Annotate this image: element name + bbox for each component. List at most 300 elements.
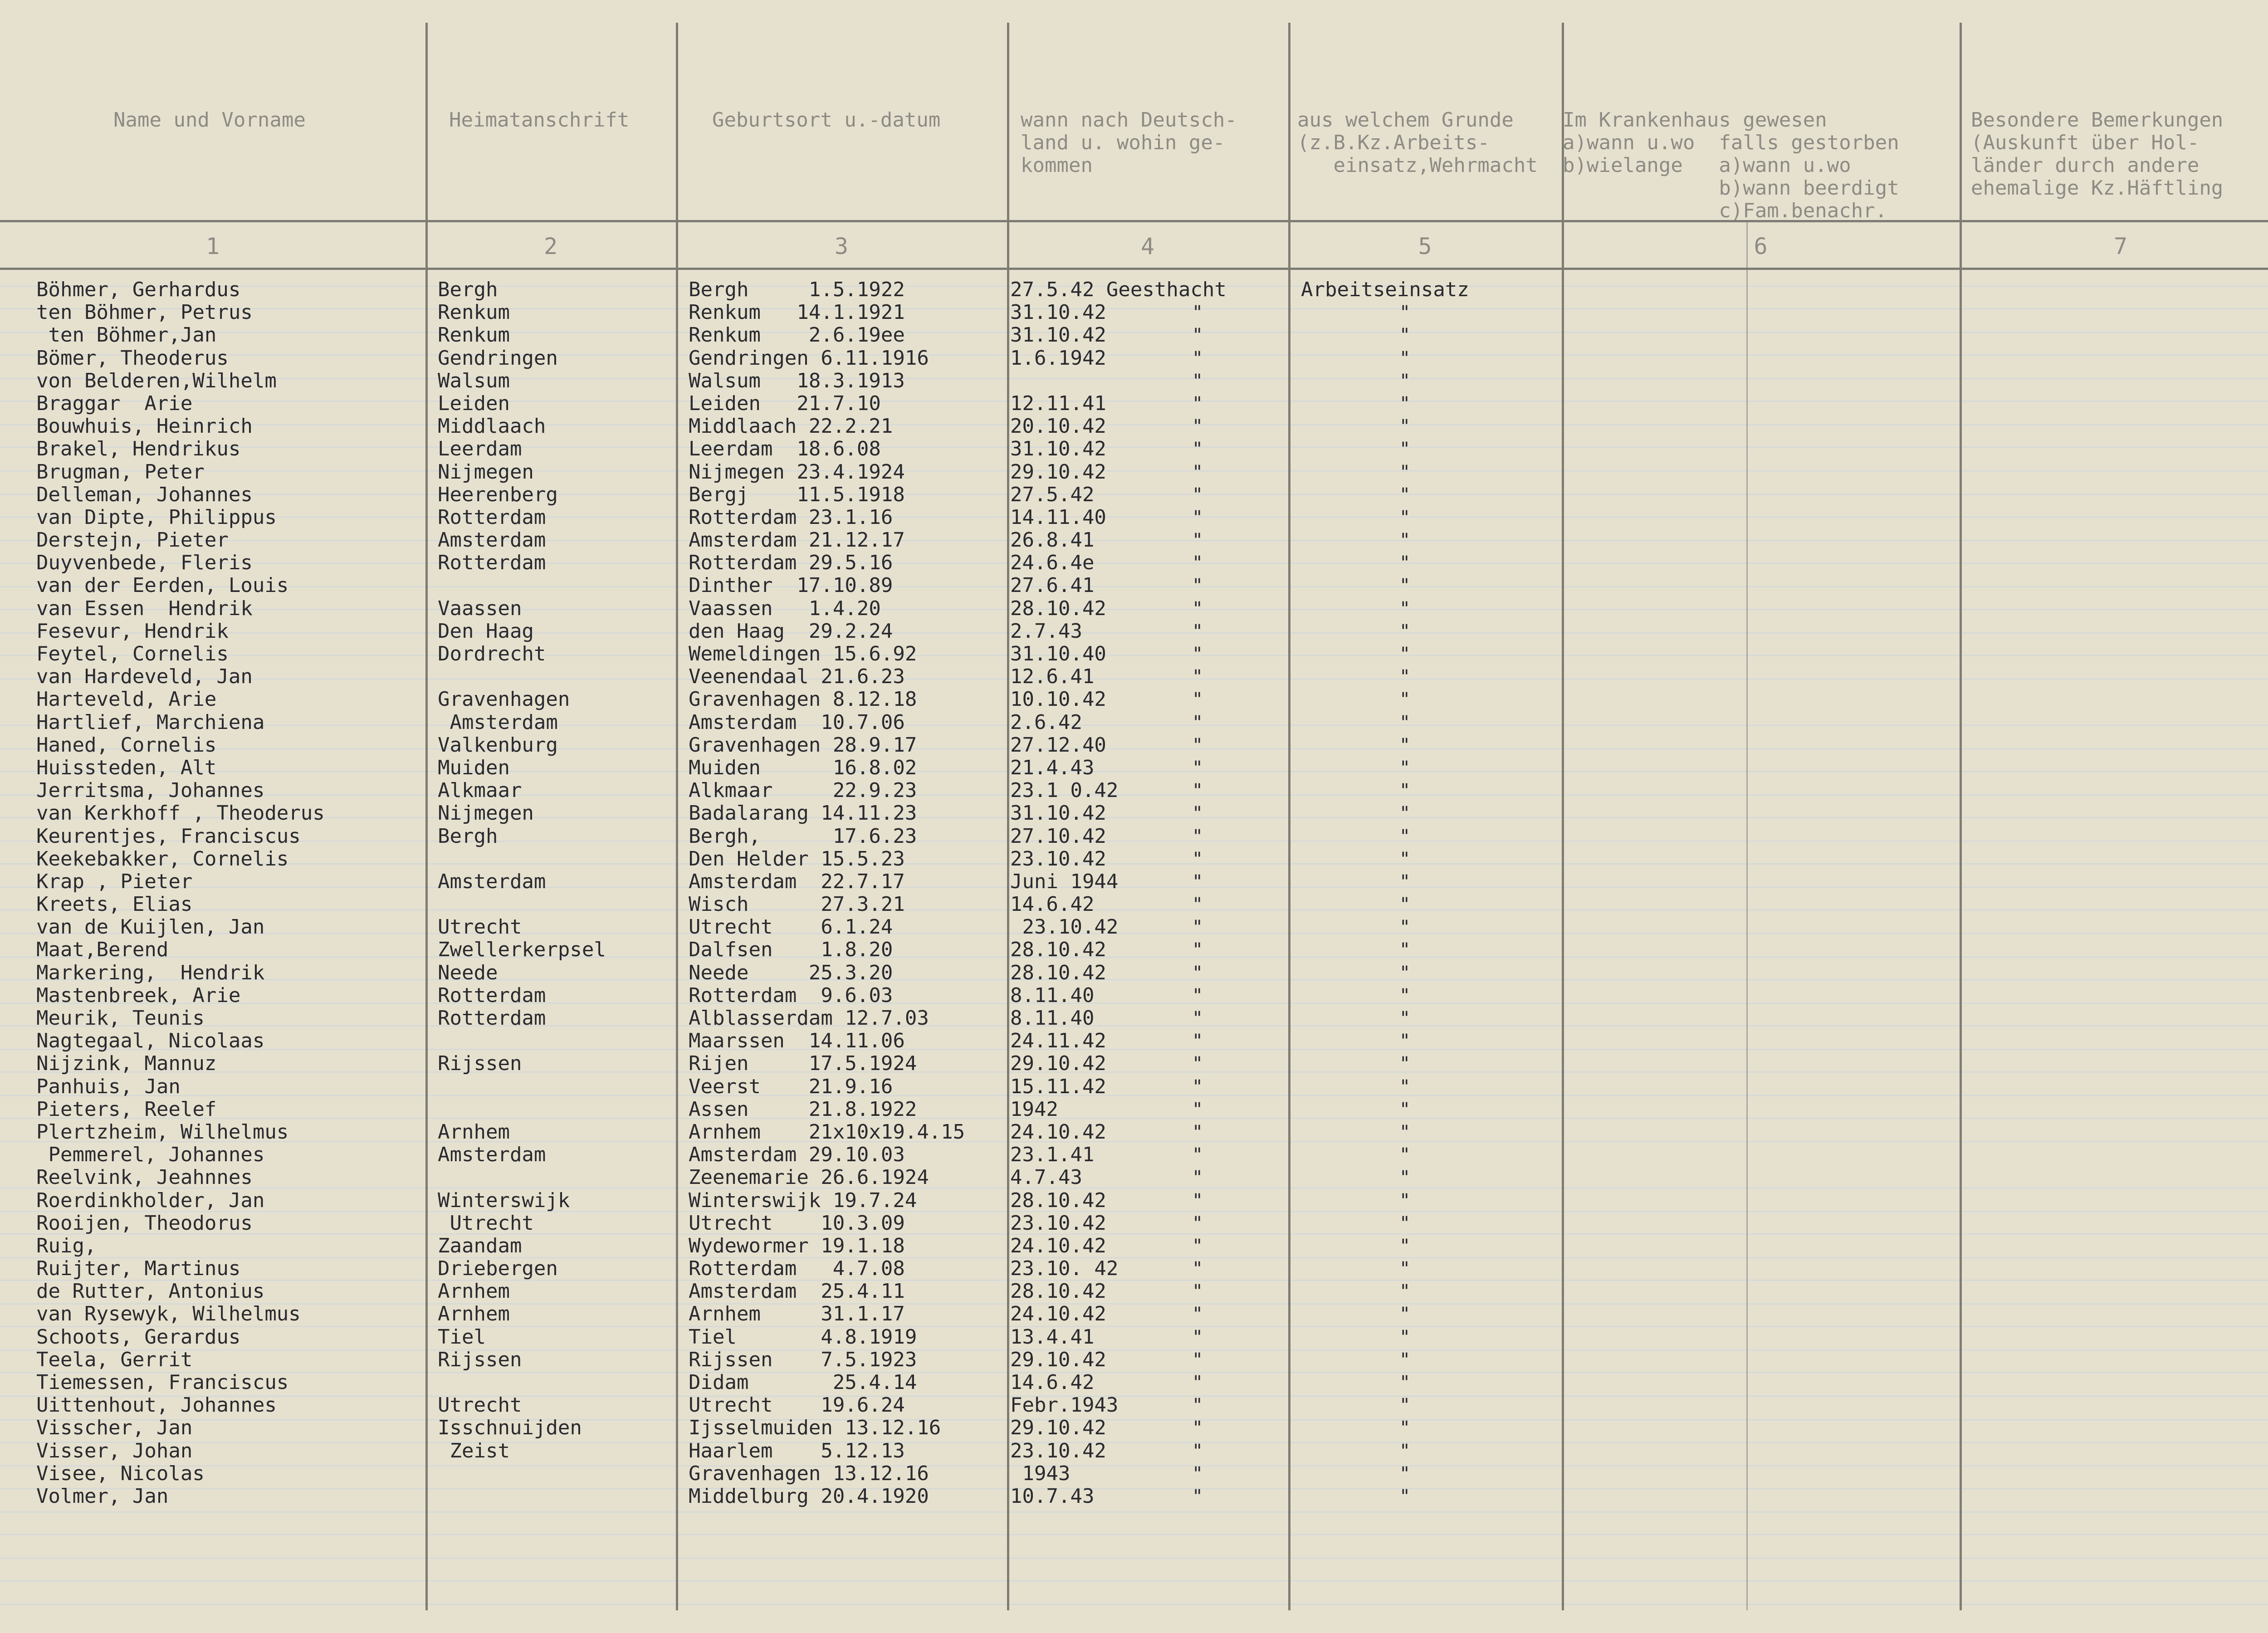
name-cell: van Dipte, Philippus: [36, 505, 277, 529]
arrival-cell: 10.7.43: [1010, 1484, 1095, 1508]
address-column: [438, 279, 606, 1508]
ditto-mark: ": [1399, 1440, 1411, 1462]
ditto-mark: ": [1192, 1031, 1203, 1052]
header-reason: aus welchem Grunde (z.B.Kz.Arbeits- einsatz,Wehrmacht: [1297, 108, 1538, 177]
name-cell: Kreets, Elias: [36, 893, 193, 916]
address-cell: [438, 1076, 606, 1098]
birth-cell: Rotterdam 29.5.16: [689, 551, 893, 575]
ditto-mark: ": [1192, 1395, 1203, 1416]
name-cell: Harteveld, Arie: [36, 688, 217, 711]
address-cell: [438, 1030, 606, 1052]
arrival-cell: 10.10.42: [1010, 688, 1106, 711]
birth-cell: den Haag 29.2.24: [689, 619, 893, 643]
address-cell: Gendringen: [438, 346, 558, 370]
ditto-mark: ": [1399, 871, 1411, 892]
ditto-mark: ": [1192, 347, 1203, 369]
address-cell: Walsum: [438, 369, 510, 392]
address-cell: Arnhem: [438, 1302, 510, 1326]
name-cell: Visscher, Jan: [36, 1416, 193, 1440]
ditto-mark: ": [1192, 1053, 1203, 1075]
address-cell: Utrecht: [438, 1393, 522, 1417]
birth-cell: Vaassen 1.4.20: [689, 596, 881, 620]
name-cell: Rooijen, Theodorus: [36, 1211, 253, 1235]
ditto-mark: ": [1192, 552, 1203, 574]
address-cell: Heerenberg: [438, 483, 558, 506]
address-cell: Winterswijk: [438, 1188, 570, 1212]
ditto-mark: ": [1192, 1440, 1203, 1462]
name-cell: Pieters, Reelef: [36, 1097, 217, 1121]
name-cell: Bouwhuis, Heinrich: [36, 415, 253, 438]
ditto-mark: ": [1192, 370, 1203, 391]
header-remarks: Besondere Bemerkungen (Auskunft über Hol- länder durch andere ehemalige Kz.Häftling: [1971, 108, 2224, 200]
arrival-cell: 31.10.42: [1010, 301, 1106, 324]
address-cell: [438, 574, 606, 597]
address-cell: Rotterdam: [438, 983, 546, 1007]
birth-cell: Didam 25.4.14: [689, 1371, 917, 1394]
ditto-mark: ": [1399, 1349, 1411, 1370]
ditto-mark: ": [1192, 1463, 1203, 1484]
birth-cell: Walsum 18.3.1913: [689, 369, 905, 392]
ditto-mark: ": [1399, 848, 1411, 870]
birth-cell: Utrecht 19.6.24: [689, 1393, 905, 1417]
address-cell: Rotterdam: [438, 551, 546, 575]
reason-first: Arbeitseinsatz: [1301, 278, 1469, 301]
address-cell: Vaassen: [438, 596, 522, 620]
arrival-cell: Febr.1943: [1010, 1393, 1119, 1417]
address-cell: Zwellerkerpsel: [438, 938, 606, 962]
arrival-cell: 29.10.42: [1010, 460, 1106, 484]
birth-cell: Rotterdam 4.7.08: [689, 1257, 905, 1281]
birth-cell: Amsterdam 29.10.03: [689, 1143, 905, 1167]
name-cell: von Belderen,Wilhelm: [36, 369, 277, 392]
birth-cell: Gendringen 6.11.1916: [689, 346, 929, 370]
ditto-mark: ": [1399, 689, 1411, 710]
header-birth: Geburtsort u.-datum: [712, 108, 941, 132]
birth-cell: Middelburg 20.4.1920: [689, 1484, 929, 1508]
name-cell: Keekebakker, Cornelis: [36, 847, 289, 870]
birth-cell: Renkum 2.6.19ee: [689, 323, 905, 347]
ditto-mark: ": [1192, 1258, 1203, 1280]
arrival-cell: 27.6.41: [1010, 574, 1095, 597]
header-address: Heimatanschrift: [449, 108, 630, 132]
ditto-mark: ": [1192, 1486, 1203, 1507]
name-cell: Jerritsma, Johannes: [36, 779, 265, 802]
ditto-mark: ": [1192, 416, 1203, 437]
name-cell: Maat,Berend: [36, 938, 169, 962]
column-divider: [676, 23, 678, 1610]
birth-cell: Middlaach 22.2.21: [689, 415, 893, 438]
ditto-mark: ": [1399, 1418, 1411, 1439]
birth-cell: Veenendaal 21.6.23: [689, 665, 905, 689]
arrival-cell: 12.11.41: [1010, 391, 1106, 415]
name-cell: Plertzheim, Wilhelmus: [36, 1120, 289, 1144]
ditto-mark: ": [1399, 347, 1411, 369]
birth-cell: Badalarang 14.11.23: [689, 802, 917, 825]
ditto-mark: ": [1192, 826, 1203, 847]
name-cell: Pemmerel, Johannes: [36, 1143, 265, 1167]
arrival-cell: 28.10.42: [1010, 938, 1106, 962]
birth-cell: Nijmegen 23.4.1924: [689, 460, 905, 484]
birth-cell: Amsterdam 22.7.17: [689, 870, 905, 893]
name-cell: Meurik, Teunis: [36, 1007, 205, 1030]
ditto-mark: ": [1192, 1326, 1203, 1348]
ditto-mark: ": [1399, 484, 1411, 505]
name-cell: Schoots, Gerardus: [36, 1325, 241, 1349]
name-cell: Teela, Gerrit: [36, 1348, 193, 1371]
address-cell: Amsterdam: [438, 528, 546, 552]
ditto-mark: ": [1399, 302, 1411, 323]
ditto-mark: ": [1192, 689, 1203, 710]
arrival-cell: 23.10.42: [1010, 1211, 1106, 1235]
arrival-cell: 2.6.42: [1010, 710, 1082, 734]
address-cell: Isschnuijden: [438, 1416, 582, 1440]
name-cell: Feytel, Cornelis: [36, 642, 229, 665]
ditto-mark: ": [1399, 1213, 1411, 1234]
arrival-cell: 23.10.42: [1010, 847, 1106, 870]
column-number: 2: [543, 233, 558, 259]
arrival-cell: 28.10.42: [1010, 961, 1106, 984]
arrival-cell: 20.10.42: [1010, 415, 1106, 438]
birth-cell: Gravenhagen 8.12.18: [689, 688, 917, 711]
address-cell: Rotterdam: [438, 505, 546, 529]
address-cell: Zeist: [438, 1439, 510, 1462]
address-cell: Rijssen: [438, 1052, 522, 1076]
header-hospital: Im Krankenhaus gewesen a)wann u.wo falls gestorben b)wielange a)wann u.wo b)wann beerdigt c)Fam.benachr.: [1563, 108, 1899, 222]
ditto-mark: ": [1192, 848, 1203, 870]
address-cell: [438, 893, 606, 916]
ditto-mark: ": [1399, 1008, 1411, 1029]
name-cell: Bömer, Theoderus: [36, 346, 229, 370]
arrival-cell: 27.10.42: [1010, 824, 1106, 848]
arrival-cell: 24.11.42: [1010, 1029, 1106, 1053]
name-cell: Braggar Arie: [36, 391, 193, 415]
address-cell: Bergh: [438, 278, 498, 301]
address-cell: Leerdam: [438, 437, 522, 461]
header-rule: [0, 220, 2268, 222]
name-cell: Hartlief, Marchiena: [36, 710, 265, 734]
ditto-mark: ": [1399, 1304, 1411, 1325]
arrival-cell: 1942: [1010, 1097, 1058, 1121]
ditto-mark: ": [1399, 1076, 1411, 1097]
ditto-mark: ": [1399, 780, 1411, 802]
ditto-mark: ": [1192, 644, 1203, 665]
birth-cell: Wemeldingen 15.6.92: [689, 642, 917, 665]
birth-cell: Tiel 4.8.1919: [689, 1325, 917, 1349]
ditto-mark: ": [1192, 302, 1203, 323]
address-cell: Amsterdam: [438, 710, 558, 734]
name-cell: Ruijter, Martinus: [36, 1257, 241, 1281]
name-cell: Delleman, Johannes: [36, 483, 253, 506]
address-cell: Utrecht: [438, 1211, 534, 1235]
ditto-mark: ": [1192, 1349, 1203, 1370]
arrival-cell: 23.10.42: [1010, 1439, 1106, 1462]
arrival-cell: 24.6.4e: [1010, 551, 1095, 575]
name-cell: Visser, Johan: [36, 1439, 193, 1462]
birth-cell: Rotterdam 23.1.16: [689, 505, 893, 529]
ditto-mark: ": [1399, 1190, 1411, 1211]
arrival-cell: 1.6.1942: [1010, 346, 1106, 370]
arrival-cell: 23.10.42: [1010, 915, 1119, 939]
ditto-mark: ": [1192, 803, 1203, 824]
address-cell: Renkum: [438, 323, 510, 347]
address-cell: Muiden: [438, 756, 510, 779]
birth-cell: Gravenhagen 13.12.16: [689, 1462, 929, 1485]
name-cell: Huissteden, Alt: [36, 756, 217, 779]
birth-cell: Ijsselmuiden 13.12.16: [689, 1416, 941, 1440]
column-divider: [1288, 23, 1290, 1610]
birth-cell: Arnhem 21x10x19.4.15: [689, 1120, 965, 1144]
ditto-mark: ": [1399, 1235, 1411, 1257]
address-cell: Utrecht: [438, 915, 522, 939]
address-cell: Neede: [438, 961, 498, 984]
address-cell: Middlaach: [438, 415, 546, 438]
address-cell: Tiel: [438, 1325, 486, 1349]
name-cell: Nagtegaal, Nicolaas: [36, 1029, 265, 1053]
ditto-mark: ": [1192, 734, 1203, 756]
name-cell: Duyvenbede, Fleris: [36, 551, 253, 575]
header-arrival: wann nach Deutsch- land u. wohin ge- kommen: [1021, 108, 1237, 177]
column-subdivider: [1746, 220, 1748, 1610]
ditto-mark: ": [1399, 826, 1411, 847]
arrival-cell: 27.5.42: [1010, 483, 1095, 506]
arrival-ditto-column: [1192, 279, 1203, 1508]
arrival-cell: 21.4.43: [1010, 756, 1095, 779]
birth-cell: Wydewormer 19.1.18: [689, 1234, 905, 1257]
birth-cell: Rijen 17.5.1924: [689, 1052, 917, 1076]
arrival-cell: 26.8.41: [1010, 528, 1095, 552]
ditto-mark: ": [1192, 1121, 1203, 1143]
birth-cell: Leiden 21.7.10: [689, 391, 881, 415]
birth-cell: Dinther 17.10.89: [689, 574, 893, 597]
name-cell: Brugman, Peter: [36, 460, 205, 484]
ditto-mark: ": [1399, 325, 1411, 346]
address-cell: Arnhem: [438, 1280, 510, 1303]
address-cell: Rijssen: [438, 1348, 522, 1371]
column-number: 6: [1754, 233, 1768, 259]
ditto-mark: ": [1192, 1190, 1203, 1211]
address-cell: [438, 848, 606, 870]
name-cell: van de Kuijlen, Jan: [36, 915, 265, 939]
birth-cell: Gravenhagen 28.9.17: [689, 733, 917, 757]
names-column: [36, 279, 325, 1508]
address-cell: Zaandam: [438, 1234, 522, 1257]
name-cell: van Rysewyk, Wilhelmus: [36, 1302, 301, 1326]
name-cell: van Kerkhoff , Theoderus: [36, 802, 325, 825]
birth-cell: Leerdam 18.6.08: [689, 437, 881, 461]
name-cell: Mastenbreek, Arie: [36, 983, 241, 1007]
ditto-mark: ": [1399, 1053, 1411, 1075]
address-cell: [438, 1098, 606, 1121]
column-divider: [1007, 23, 1009, 1610]
ditto-mark: ": [1399, 962, 1411, 983]
name-cell: Brakel, Hendrikus: [36, 437, 241, 461]
birth-cell: Renkum 14.1.1921: [689, 301, 905, 324]
birth-cell: Bergj 11.5.1918: [689, 483, 905, 506]
ditto-mark: ": [1399, 985, 1411, 1006]
arrival-cell: 14.6.42: [1010, 893, 1095, 916]
birth-cell: Alkmaar 22.9.23: [689, 779, 917, 802]
ditto-mark: ": [1192, 962, 1203, 983]
ditto-mark: ": [1399, 757, 1411, 778]
ditto-mark: ": [1399, 552, 1411, 574]
name-cell: ten Böhmer,Jan: [36, 323, 217, 347]
ditto-mark: ": [1192, 1372, 1203, 1393]
ditto-mark: ": [1192, 507, 1203, 528]
ditto-mark: ": [1192, 1008, 1203, 1029]
column-number: 3: [834, 233, 849, 259]
ditto-mark: ": [1399, 598, 1411, 619]
address-cell: [438, 1166, 606, 1189]
column-number: 7: [2113, 233, 2128, 259]
arrival-cell: 13.4.41: [1010, 1325, 1095, 1349]
column-divider: [1562, 23, 1564, 1610]
arrival-cell: 29.10.42: [1010, 1348, 1106, 1371]
birth-cell: Utrecht 6.1.24: [689, 915, 893, 939]
arrival-cell: 31.10.40: [1010, 642, 1106, 665]
ditto-mark: ": [1192, 530, 1203, 551]
address-cell: [438, 665, 606, 688]
arrival-cell: 23.1 0.42: [1010, 779, 1119, 802]
ditto-mark: ": [1399, 1395, 1411, 1416]
arrival-cell: 27.12.40: [1010, 733, 1106, 757]
ditto-mark: ": [1399, 1372, 1411, 1393]
name-cell: Markering, Hendrik: [36, 961, 265, 984]
birth-cell: Amsterdam 10.7.06: [689, 710, 905, 734]
arrival-cell: 31.10.42: [1010, 323, 1106, 347]
birth-cell: Bergh, 17.6.23: [689, 824, 917, 848]
name-cell: Nijzink, Mannuz: [36, 1052, 217, 1076]
ditto-mark: ": [1399, 1121, 1411, 1143]
column-number: 1: [205, 233, 220, 259]
name-cell: Haned, Cornelis: [36, 733, 217, 757]
birth-cell: Winterswijk 19.7.24: [689, 1188, 917, 1212]
ditto-mark: ": [1399, 1463, 1411, 1484]
name-cell: Visee, Nicolas: [36, 1462, 205, 1485]
ditto-mark: ": [1399, 1281, 1411, 1302]
ditto-mark: ": [1192, 666, 1203, 688]
address-cell: [438, 1462, 606, 1485]
ditto-mark: ": [1399, 370, 1411, 391]
arrival-cell: 14.6.42: [1010, 1371, 1095, 1394]
ditto-mark: ": [1192, 1281, 1203, 1302]
name-cell: Uittenhout, Johannes: [36, 1393, 277, 1417]
arrival-cell: 2.7.43: [1010, 619, 1082, 643]
ditto-mark: ": [1192, 712, 1203, 733]
ditto-mark: ": [1192, 757, 1203, 778]
ditto-mark: ": [1192, 461, 1203, 483]
name-cell: ten Böhmer, Petrus: [36, 301, 253, 324]
ditto-mark: ": [1192, 894, 1203, 915]
ditto-mark: ": [1399, 1099, 1411, 1120]
name-cell: Panhuis, Jan: [36, 1075, 181, 1098]
ditto-mark: ": [1192, 917, 1203, 938]
arrival-cell: 28.10.42: [1010, 1188, 1106, 1212]
arrival-cell: 15.11.42: [1010, 1075, 1106, 1098]
ditto-mark: ": [1399, 530, 1411, 551]
address-cell: [438, 1485, 606, 1508]
birth-cell: Amsterdam 25.4.11: [689, 1280, 905, 1303]
arrival-cell: 8.11.40: [1010, 983, 1095, 1007]
birth-cell: Amsterdam 21.12.17: [689, 528, 905, 552]
birth-cell: Wisch 27.3.21: [689, 893, 905, 916]
name-cell: Roerdinkholder, Jan: [36, 1188, 265, 1212]
address-cell: Valkenburg: [438, 733, 558, 757]
arrival-cell: 23.10. 42: [1010, 1257, 1119, 1281]
ditto-mark: ": [1399, 917, 1411, 938]
birth-cell: Rotterdam 9.6.03: [689, 983, 893, 1007]
arrival-cell: 24.10.42: [1010, 1234, 1106, 1257]
ditto-mark: ": [1399, 666, 1411, 688]
ditto-mark: ": [1399, 621, 1411, 642]
column-divider: [425, 23, 428, 1610]
name-cell: Keurentjes, Franciscus: [36, 824, 301, 848]
address-cell: Nijmegen: [438, 460, 534, 484]
number-rule: [0, 268, 2268, 270]
address-cell: Bergh: [438, 824, 498, 848]
ditto-mark: ": [1192, 1076, 1203, 1097]
address-cell: Amsterdam: [438, 870, 546, 893]
ditto-mark: ": [1192, 439, 1203, 460]
header-name: Name und Vorname: [113, 108, 306, 132]
arrival-cell: 12.6.41: [1010, 665, 1095, 689]
address-cell: Nijmegen: [438, 802, 534, 825]
column-number: 4: [1140, 233, 1155, 259]
address-cell: Leiden: [438, 391, 510, 415]
ditto-mark: [1192, 279, 1203, 301]
ditto-mark: ": [1192, 871, 1203, 892]
birth-cell: Dalfsen 1.8.20: [689, 938, 893, 962]
address-cell: [438, 1371, 606, 1394]
arrival-cell: 8.11.40: [1010, 1007, 1095, 1030]
ditto-mark: ": [1192, 780, 1203, 802]
ditto-mark: ": [1192, 1167, 1203, 1188]
ditto-mark: ": [1399, 575, 1411, 596]
name-cell: Böhmer, Gerhardus: [36, 278, 241, 301]
column-divider: [1960, 23, 1962, 1610]
ditto-mark: ": [1399, 734, 1411, 756]
address-cell: Rotterdam: [438, 1007, 546, 1030]
ditto-mark: ": [1192, 621, 1203, 642]
ditto-mark: ": [1192, 393, 1203, 414]
column-number: 5: [1418, 233, 1432, 259]
arrival-cell: 29.10.42: [1010, 1416, 1106, 1440]
arrival-cell: 23.1.41: [1010, 1143, 1095, 1167]
ditto-mark: ": [1399, 1258, 1411, 1280]
birth-cell: Arnhem 31.1.17: [689, 1302, 905, 1326]
name-cell: van Hardeveld, Jan: [36, 665, 253, 689]
birth-cell: Assen 21.8.1922: [689, 1097, 917, 1121]
ditto-mark: ": [1192, 575, 1203, 596]
ditto-mark: ": [1399, 416, 1411, 437]
arrival-cell: 4.7.43: [1010, 1166, 1082, 1189]
arrival-cell: 24.10.42: [1010, 1302, 1106, 1326]
ditto-mark: ": [1399, 393, 1411, 414]
address-cell: Renkum: [438, 301, 510, 324]
address-cell: Driebergen: [438, 1257, 558, 1281]
address-cell: Amsterdam: [438, 1143, 546, 1167]
birth-cell: Bergh 1.5.1922: [689, 278, 905, 301]
arrival-cell: 31.10.42: [1010, 437, 1106, 461]
name-cell: Ruig,: [36, 1234, 97, 1257]
ditto-mark: ": [1192, 1235, 1203, 1257]
birth-column: [689, 279, 965, 1508]
arrival-cell: 24.10.42: [1010, 1120, 1106, 1144]
arrival-cell: 27.5.42 Geesthacht: [1010, 278, 1227, 301]
birth-cell: Veerst 21.9.16: [689, 1075, 893, 1098]
reason-ditto-column: [1399, 279, 1410, 1508]
name-cell: Derstejn, Pieter: [36, 528, 229, 552]
ditto-mark: ": [1192, 1418, 1203, 1439]
